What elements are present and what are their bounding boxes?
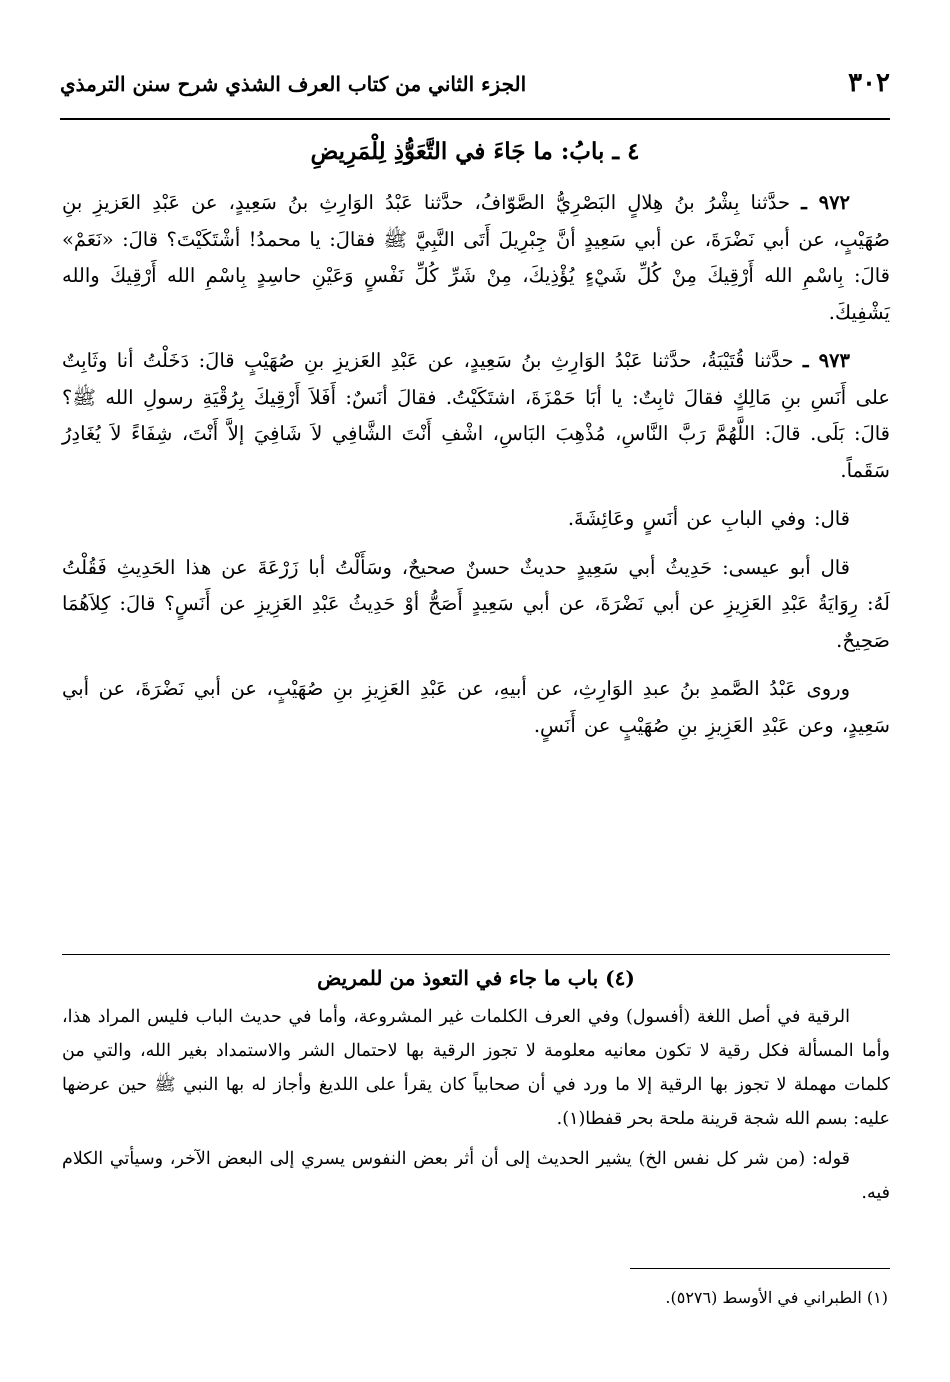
hadith-text: حدَّثنا بِشْرُ بنُ هِلالٍ البَصْرِيُّ الصَّوّافُ، حدَّثنا عَبْدُ الوَارِثِ بنُ سَعِيدٍ، عن عَبْدِ العَزيزِ بنِ صُهَيْبٍ، عن أبي نَضْرَةَ، عن أبي سَعِيدٍ أنَّ جِبْرِيلَ أَتَى النَّبِيَّ ﷺ فقالَ: يا محمدُ! أشْتَكَيْتَ؟ قالَ: «نَعَمْ» قالَ: بِاسْمِ الله أَرْقِيكَ مِنْ كُلِّ شَيْءٍ يُؤْذِيكَ، مِنْ شَرِّ كُلِّ نَفْسٍ وَعَيْنِ حاسِدٍ بِاسْمِ الله أَرْقِيكَ والله يَشْفِيكَ. <box>62 191 890 324</box>
note-paragraph: وروى عَبْدُ الصَّمدِ بنُ عبدِ الوَارِثِ، عن أبيهِ، عن عَبْدِ العَزِيزِ بنِ صُهَيْبٍ، عن أبي نَضْرَةَ، عن أبي سَعِيدٍ، وعن عَبْدِ العَزِيزِ بنِ صُهَيْبٍ عن أَنَسٍ. <box>62 677 890 737</box>
footnote-divider <box>630 1268 890 1269</box>
hadith-972 <box>62 185 890 331</box>
commentary-paragraph: قوله: (من شر كل نفس الخ) يشير الحديث إلى أن أثر بعض النفوس يسري إلى البعض الآخر، وسيأتي الكلام فيه. <box>62 1149 890 1203</box>
footnote: (١) الطبراني في الأوسط (٥٢٧٦). <box>665 1288 888 1307</box>
commentary-title: (٤) باب ما جاء في التعوذ من للمريض <box>317 966 635 990</box>
page-header <box>60 68 890 112</box>
commentary-divider <box>62 954 890 955</box>
commentary-paragraph: الرقية في أصل اللغة (أفسول) وفي العرف الكلمات غير المشروعة، وأما في حديث الباب فليس المراد هذا، وأما المسألة فكل رقية لا تكون معانيه معلومة لا تجوز الرقية بها لاحتمال الشر والاستمداد بغير الله، والتي من كلمات مهملة لا تجوز بها الرقية إلا ما ورد في أن صحابياً كان يقرأ على اللديغ وأجاز له بها النبي ﷺ حين عرضها عليه: بسم الله شجة قرينة ملحة بحر قفطا(١). <box>62 1007 890 1129</box>
hadith-text: حدَّثنا قُتَيْبَةُ، حدَّثنا عَبْدُ الوَارِثِ بنُ سَعِيدٍ، عن عَبْدِ العَزيزِ بنِ صُهَيْبٍ قالَ: دَخَلْتُ أنا وثَابِتٌ على أَنَسِ بنِ مَالِكٍ فقالَ ثابِتٌ: يا أبَا حَمْزَةَ، اشتَكَيْتُ. فقالَ أنَسٌ: أَفَلاَ أَرْقِيكَ بِرُقْيَةِ رسولِ الله ﷺ؟ قالَ: بَلَى. قالَ: اللَّهُمَّ رَبَّ النَّاسِ، مُذْهِبَ البَاسِ، اشْفِ أَنْتَ الشَّافِي لاَ شَافِيَ إلاَّ أَنْتَ، شِفَاءً لاَ يُغَادِرُ سَقَماً. <box>62 349 890 482</box>
hadith-number: ٩٧٣ ـ <box>802 349 850 372</box>
note-paragraph: قال أبو عيسى: حَدِيثُ أبي سَعِيدٍ حديثٌ حسنٌ صحيحٌ، وسَأَلْتُ أبا زَرْعَةَ عن هذا الحَدِيثِ فَقُلْتُ لَهُ: رِوَايَةُ عَبْدِ العَزِيزِ عن أبي نَضْرَةَ، عن أبي سَعِيدٍ أَصَحُّ أوْ حَدِيثُ عَبْدِ العَزِيزِ عن أَنَسٍ؟ قالَ: كِلاَهُمَا صَحِيحٌ. <box>62 555 890 652</box>
main-text <box>62 185 890 744</box>
commentary-section <box>62 966 890 1210</box>
running-title: الجزء الثاني من كتاب العرف الشذي شرح سنن الترمذي <box>60 72 527 96</box>
hadith-973 <box>62 343 890 489</box>
hadith-number: ٩٧٢ ـ <box>801 191 851 214</box>
chapter-title: ٤ ـ بابُ: ما جَاءَ في التَّعَوُّذِ لِلْمَرِيضِ <box>310 138 640 165</box>
note-paragraph: قال: وفي البابِ عن أنَسٍ وعَائِشَةَ. <box>567 507 850 530</box>
page-number: ٣٠٢ <box>848 68 890 98</box>
header-divider <box>60 118 890 120</box>
